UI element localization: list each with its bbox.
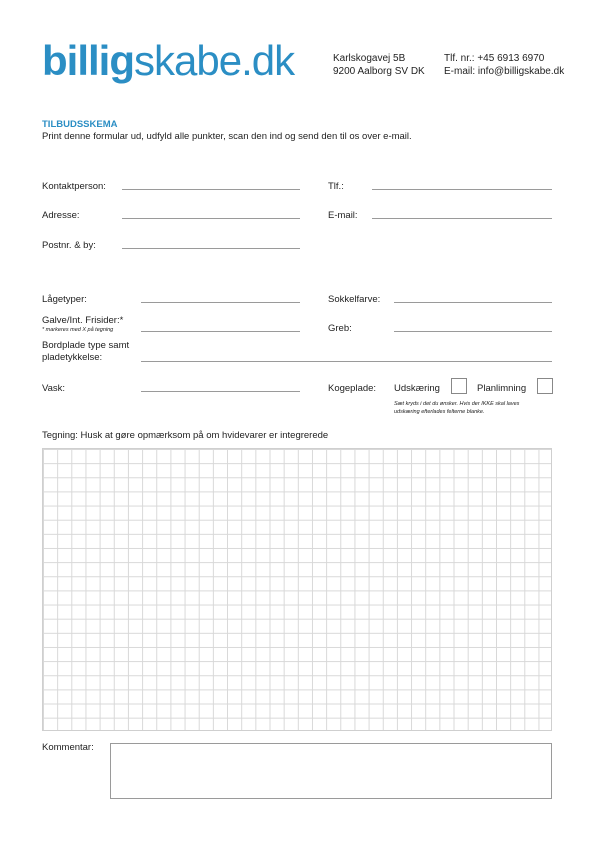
- door-types-label: Lågetyper:: [42, 294, 87, 305]
- handles-label: Greb:: [328, 323, 352, 334]
- logo-bold-text: billig: [42, 37, 134, 84]
- contact-person-label: Kontaktperson:: [42, 181, 106, 192]
- countertop-label-line1: Bordplade type samt: [42, 340, 130, 351]
- shelves-field[interactable]: [141, 331, 300, 332]
- company-contact: [444, 52, 564, 78]
- logo-regular-text: skabe.dk: [134, 37, 295, 84]
- address-line-2: 9200 Aalborg SV DK: [333, 66, 425, 77]
- company-address: [333, 52, 425, 78]
- plinth-color-field[interactable]: [394, 302, 552, 303]
- cutout-checkbox[interactable]: [451, 378, 467, 394]
- email-label: E-mail:: [328, 210, 358, 221]
- phone-field[interactable]: [372, 189, 552, 190]
- comment-label: Kommentar:: [42, 742, 94, 753]
- hob-label: Kogeplade:: [328, 383, 377, 394]
- door-types-field[interactable]: [141, 302, 300, 303]
- address-field[interactable]: [122, 218, 300, 219]
- cutout-label: Udskæring: [394, 383, 440, 394]
- shelves-note: * markeres med X på tegning: [42, 327, 114, 333]
- brand-logo: [42, 38, 294, 84]
- postal-label: Postnr. & by:: [42, 240, 96, 251]
- flush-checkbox[interactable]: [537, 378, 553, 394]
- address-label: Adresse:: [42, 210, 80, 221]
- countertop-field[interactable]: [141, 361, 552, 362]
- comment-box[interactable]: [110, 743, 552, 799]
- form-intro: Print denne formular ud, udfyld alle punkter, scan den ind og send den til os over e-mail.: [42, 131, 412, 142]
- company-email: E-mail: info@billigskabe.dk: [444, 66, 565, 77]
- postal-field[interactable]: [122, 248, 300, 249]
- drawing-label: Tegning: Husk at gøre opmærksom på om hvidevarer er integrerede: [42, 430, 329, 441]
- flush-label: Planlimning: [477, 383, 527, 394]
- handles-field[interactable]: [394, 331, 552, 332]
- countertop-label-line2: pladetykkelse:: [42, 352, 103, 363]
- contact-person-field[interactable]: [122, 189, 300, 190]
- phone-label: Tlf.:: [328, 181, 344, 192]
- hob-note-line1: Sæt kryds i det du ønsker. Hvis der IKKE skal laves: [394, 401, 520, 407]
- hob-note-line2: udskæring efterlades felterne blanke.: [394, 409, 485, 415]
- sink-field[interactable]: [141, 391, 300, 392]
- shelves-label: Galve/Int. Frisider:*: [42, 315, 124, 326]
- company-phone: Tlf. nr.: +45 6913 6970: [444, 53, 545, 64]
- sink-label: Vask:: [42, 383, 66, 394]
- email-field[interactable]: [372, 218, 552, 219]
- address-line-1: Karlskogavej 5B: [333, 53, 406, 64]
- plinth-color-label: Sokkelfarve:: [328, 294, 381, 305]
- form-title: TILBUDSSKEMA: [42, 119, 118, 130]
- drawing-grid[interactable]: [42, 448, 552, 731]
